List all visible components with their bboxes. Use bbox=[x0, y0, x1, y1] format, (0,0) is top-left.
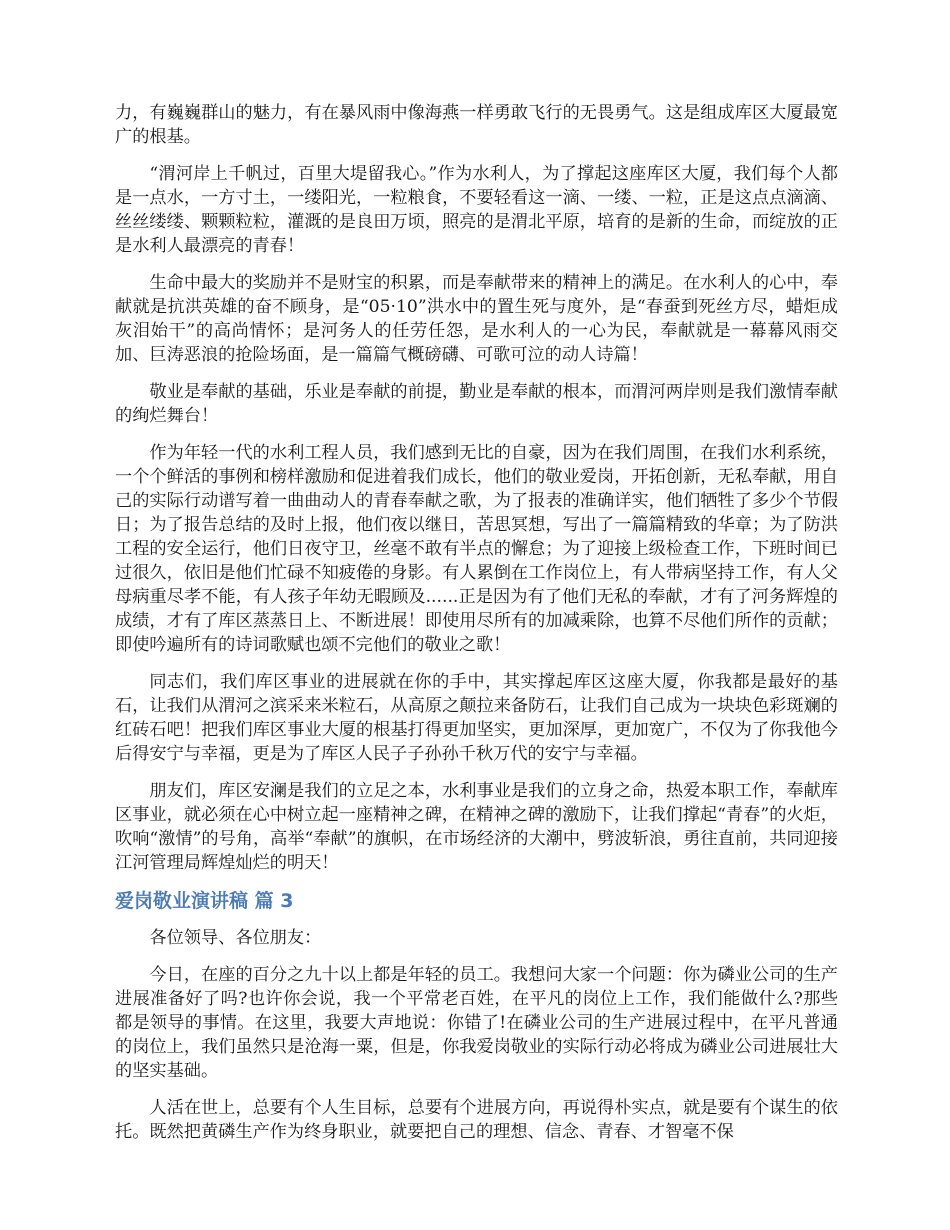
paragraph-weihe-quote: “渭河岸上千帆过，百里大堤留我心。”作为水利人，为了撑起这座库区大厦，我们每个人都是一点水，一方寸土，一缕阳光，一粒粮食，不要轻看这一滴、一缕、一粒，正是这点点滴滴、丝丝缕缕、颗颗粒粒，灌溉的是良田万顷，照亮的是渭北平原，培育的是新的生命，而绽放的正是水利人最漂亮的青春！ bbox=[115, 164, 838, 256]
paragraph-dedication: 生命中最大的奖励并不是财宝的积累，而是奉献带来的精神上的满足。在水利人的心中，奉献就是抗洪英雄的奋不顾身，是“05·10”洪水中的置生死与度外，是“春蚕到死丝方尽，蜡炬成灰泪始干”的高尚情怀；是河务人的任劳任怨，是水利人的一心为民，奉献就是一幕幕风雨交加、巨涛恶浪的抢险场面，是一篇篇气概磅礴、可歌可泣的动人诗篇！ bbox=[115, 273, 838, 365]
section-heading: 爱岗敬业演讲稿 篇 3 bbox=[115, 890, 294, 912]
paragraph-greeting: 各位领导、各位朋友： bbox=[149, 928, 322, 948]
paragraph-comrades: 同志们，我们库区事业的进展就在你的手中，其实撑起库区这座大厦，你我都是最好的基石，让我们从渭河之滨采来米粒石，从高原之颠拉来备防石，让我们自己成为一块块色彩斑斓的红砖石吧！把我们库区事业大厦的根基打得更加坚实，更加深厚，更加宽广，不仅为了你我他今后得安宁与幸福，更是为了库区人民子子孙孙千秋万代的安宁与幸福。 bbox=[115, 672, 838, 764]
document-page bbox=[115, 101, 838, 1157]
paragraph-continuation: 力，有巍巍群山的魅力，有在暴风雨中像海燕一样勇敢飞行的无畏勇气。这是组成库区大厦最宽广的根基。 bbox=[115, 103, 838, 147]
paragraph-friends: 朋友们，库区安澜是我们的立足之本，水利事业是我们的立身之命，热爱本职工作，奉献库区事业，就必须在心中树立起一座精神之碑，在精神之碑的激励下，让我们撑起“青春”的火炬，吹响“激情”的号角，高举“奉献”的旗帜，在市场经济的大潮中，劈波斩浪，勇往直前，共同迎接江河管理局辉煌灿烂的明天！ bbox=[115, 781, 838, 873]
paragraph-young-generation: 作为年轻一代的水利工程人员，我们感到无比的自豪，因为在我们周围，在我们水利系统，一个个鲜活的事例和榜样激励和促进着我们成长，他们的敬业爱岗，开拓创新，无私奉献，用自己的实际行动谱写着一曲曲动人的青春奉献之歌，为了报表的准确详实，他们牺牲了多少个节假日；为了报告总结的及时上报，他们夜以继日，苦思冥想，写出了一篇篇精致的华章；为了防洪工程的安全运行，他们日夜守卫，丝毫不敢有半点的懈怠；为了迎接上级检查工作，下班时间已过很久，依旧是他们忙碌不知疲倦的身影。有人累倒在工作岗位上，有人带病坚持工作，有人父母病重尽孝不能，有人孩子年幼无暇顾及......正是因为有了他们无私的奉献，才有了河务辉煌的成绩，才有了库区蒸蒸日上、不断进展！即使用尽所有的加减乘除，也算不尽他们所作的贡献；即使吟遍所有的诗词歌赋也颂不完他们的敬业之歌！ bbox=[115, 443, 838, 655]
paragraph-life-goal: 人活在世上，总要有个人生目标，总要有个进展方向，再说得朴实点，就是要有个谋生的依托。既然把黄磷生产作为终身职业，就要把自己的理想、信念、青春、才智毫不保 bbox=[115, 1098, 838, 1142]
paragraph-question: 今日，在座的百分之九十以上都是年轻的员工。我想问大家一个问题：你为磷业公司的生产进展准备好了吗?也许你会说，我一个平常老百姓，在平凡的岗位上工作，我们能做什么?那些都是领导的事情。在这里，我要大声地说：你错了!在磷业公司的生产进展过程中，在平凡普通的岗位上，我们虽然只是沧海一粟，但是，你我爱岗敬业的实际行动必将成为磷业公司进展壮大的坚实基础。 bbox=[115, 965, 838, 1081]
paragraph-foundation: 敬业是奉献的基础，乐业是奉献的前提，勤业是奉献的根本，而渭河两岸则是我们激情奉献的绚烂舞台！ bbox=[115, 382, 838, 426]
